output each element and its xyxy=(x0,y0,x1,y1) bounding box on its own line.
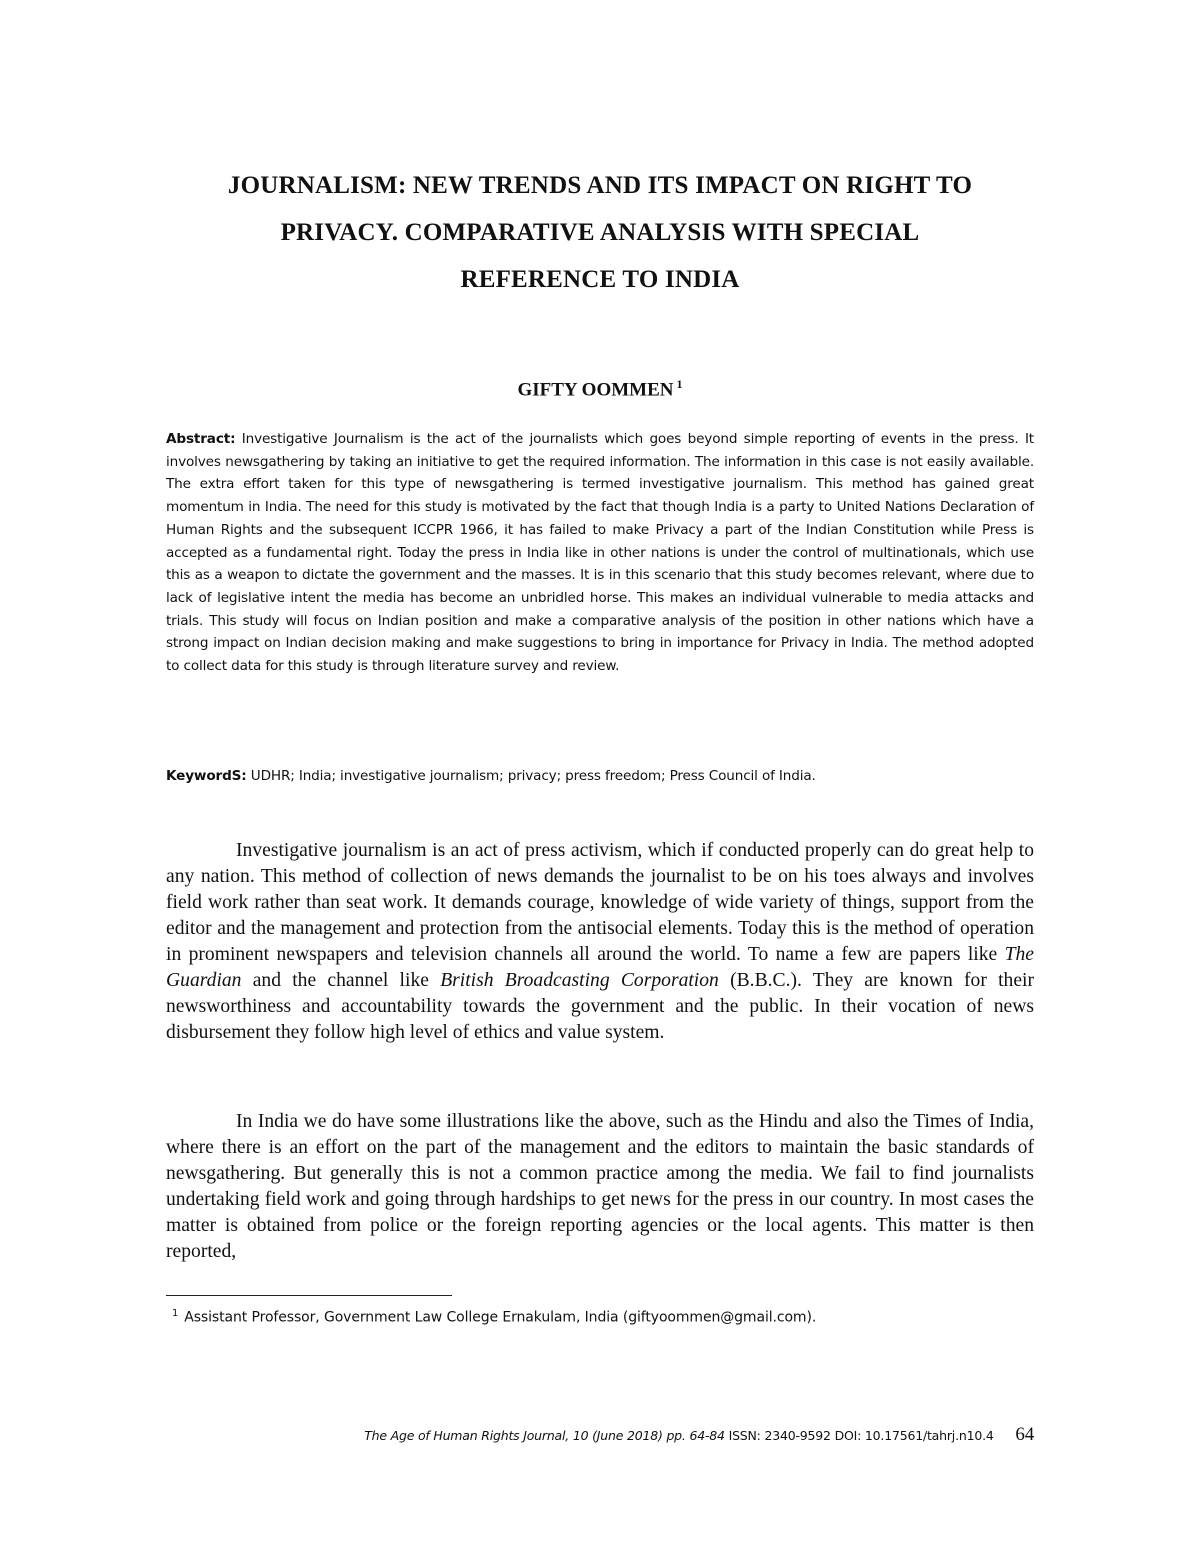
body-paragraph-2 xyxy=(166,1109,1034,1265)
paragraph-1-text-b: and the channel like xyxy=(241,970,441,991)
title-line-3: REFERENCE TO INDIA xyxy=(460,266,740,293)
title-line-2: PRIVACY. COMPARATIVE ANALYSIS WITH SPECIAL xyxy=(280,219,920,246)
footer-issn: ISSN: 2340-9592 xyxy=(728,1428,831,1443)
abstract xyxy=(166,428,1034,678)
page-footer xyxy=(364,1424,1034,1446)
footer-journal: The Age of Human Rights Journal, 10 (June 2018) pp. 64-84 xyxy=(364,1428,725,1443)
footnote-number: 1 xyxy=(172,1308,179,1319)
paragraph-1-italic-guardian: The Guardian xyxy=(166,944,1034,991)
footer-doi: DOI: 10.17561/tahrj.n10.4 xyxy=(834,1428,994,1443)
title-line-1: JOURNALISM: NEW TRENDS AND ITS IMPACT ON RIGHT TO xyxy=(227,172,973,199)
footnote-divider xyxy=(166,1295,452,1296)
footnote xyxy=(172,1308,816,1326)
paragraph-1-text-a: Investigative journalism is an act of press activism, which if conducted properly can do great help to any nation. This method of collection of news demands the journalist to be on his toes always and involves field work rather than seat work. It demands courage, knowledge of wide variety of things, support from the editor and the management and protection from the antisocial elements. Today this is the method of operation in prominent newspapers and television channels all around the world. To name a few are papers like xyxy=(166,840,1034,965)
body-paragraph-1 xyxy=(166,838,1034,1046)
page-number: 64 xyxy=(1015,1424,1034,1445)
keywords-label: KeywordS: xyxy=(166,768,247,784)
footnote-text: Assistant Professor, Government Law College Ernakulam, India (giftyoommen@gmail.com). xyxy=(184,1309,817,1326)
paragraph-1-italic-bbc: British Broadcasting Corporation xyxy=(440,970,719,991)
author-footnote-ref: 1 xyxy=(676,377,683,391)
abstract-text: Investigative Journalism is the act of the journalists which goes beyond simple reporting of events in the press. It involves newsgathering by taking an initiative to get the required information. The information in this case is not easily available. The extra effort taken for this type of newsgathering is termed investigative journalism. This method has gained great momentum in India. The need for this study is motivated by the fact that though India is a party to United Nations Declaration of Human Rights and the subsequent ICCPR 1966, it has failed to make Privacy a part of the Indian Constitution while Press is accepted as a fundamental right. Today the press in India like in other nations is under the control of multinationals, which use this as a weapon to dictate the government and the masses. It is in this scenario that this study becomes relevant, where due to lack of legislative intent the media has become an unbridled horse. This makes an individual vulnerable to media attacks and trials. This study will focus on Indian position and make a comparative analysis of the position in other nations which have a strong impact on Indian decision making and make suggestions to bring in importance for Privacy in India. The method adopted to collect data for this study is through literature survey and review. xyxy=(166,431,1034,675)
paragraph-2-text: In India we do have some illustrations like the above, such as the Hindu and also the Times of India, where there is an effort on the part of the management and the editors to maintain the basic standards of newsgathering. But generally this is not a common practice among the media. We fail to find journalists undertaking field work and going through hardships to get news for the press in our country. In most cases the matter is obtained from police or the foreign reporting agencies or the local agents. This matter is then reported, xyxy=(166,1111,1034,1262)
abstract-label: Abstract: xyxy=(166,431,236,447)
paragraph-1-text-c: (B.B.C.). They are known for their newsworthiness and accountability towards the government and the public. In their vocation of news disbursement they follow high level of ethics and value system. xyxy=(166,970,1034,1043)
keywords xyxy=(166,765,1034,787)
author-line xyxy=(0,377,1200,401)
keywords-text: UDHR; India; investigative journalism; privacy; press freedom; Press Council of India. xyxy=(246,768,816,784)
paper-title xyxy=(150,162,1050,303)
author-name: GIFTY OOMMEN xyxy=(517,379,674,401)
